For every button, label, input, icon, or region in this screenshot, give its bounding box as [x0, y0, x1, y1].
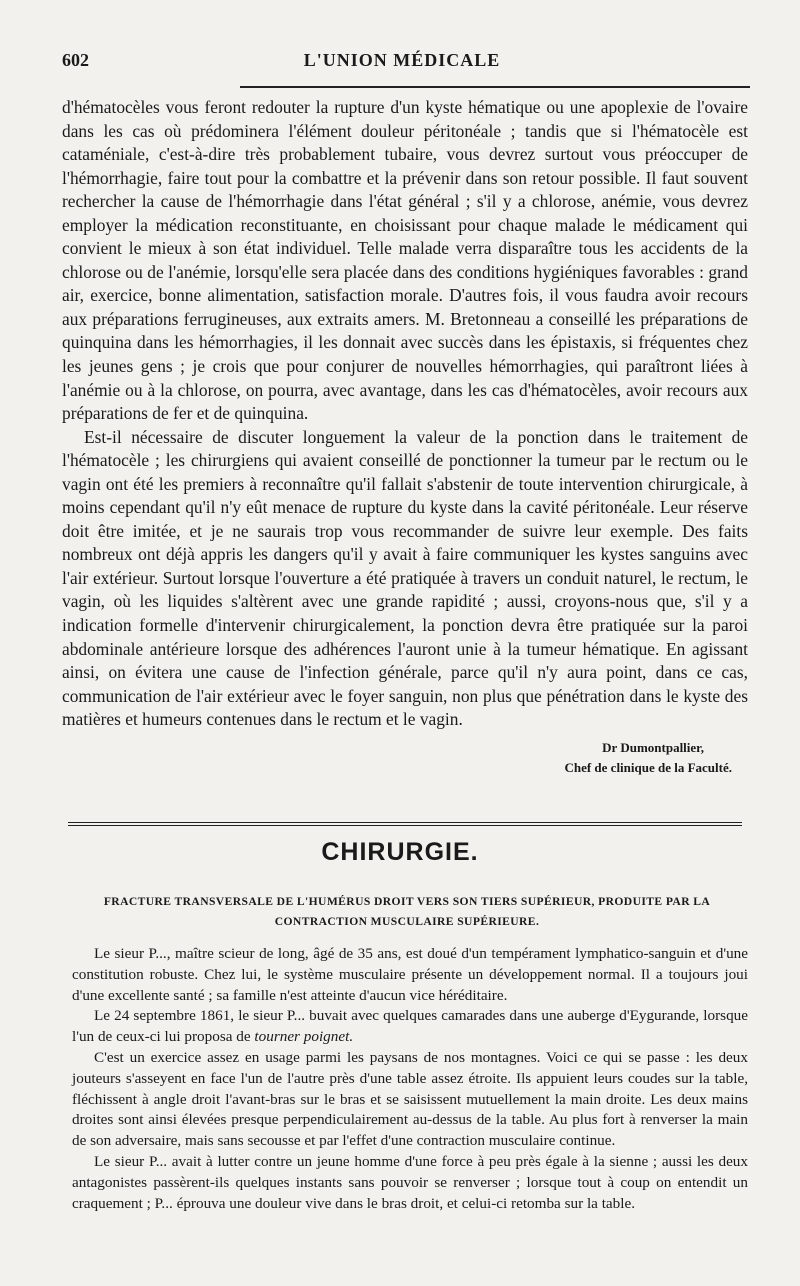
article-paragraph: d'hématocèles vous feront redouter la rupture d'un kyste hématique ou une apoplexie de l'ovaire dans les cas où prédominera l'élément douleur péritonéale ; tandis que si l'hématocèle est cataméniale, c'est-à-dire très probablement tubaire, vous devrez surtout vous préoccuper de l'hémorrhagie, faire tout pour la combattre et la prévenir dans son retour possible. Il faut souvent rechercher la cause de l'hémorrhagie dans l'état général ; s'il y a chlorose, anémie, vous devrez employer la médication reconstituante, en choisissant pour chaque malade le médicament qui convient le mieux à son état individuel. Telle malade verra disparaître tous les accidents de la chlorose ou de l'anémie, lorsqu'elle sera placée dans des conditions hygiéniques favorables : grand air, exercice, bonne alimentation, satisfaction morale. D'autres fois, il vous faudra avoir recours aux préparations ferrugineuses, aux extraits amers. M. Bretonneau a conseillé les préparations de quinquina dans les hémorrhagies, il les donnait avec succès dans les épistaxis, si fréquentes chez les jeunes gens ; je crois que pour conjurer de nouvelles hémorrhagies, qui paraîtront liées à l'anémie ou à la chlorose, on pourra, avec avantage, dans les cas d'hématocèles, avoir recours aux préparations de fer et de quinquina.: [62, 97, 748, 424]
section-title: CHIRURGIE.: [321, 838, 479, 866]
article-paragraph: Est-il nécessaire de discuter longuement la valeur de la ponction dans le traitement de l'hématocèle ; les chirurgiens qui avaient conseillé de ponctionner la tumeur par le rectum ou le vagin ont été les premiers à reconnaître qu'il fallait s'abstenir de toute intervention chirurgicale, à moins cependant qu'il n'y eût menace de rupture du kyste dans la cavité péritonéale. Leur réserve doit être imitée, et je ne saurais trop vous recommander de suivre leur exemple. Des faits nombreux ont déjà appris les dangers qu'il y avait à faire communiquer les kystes sanguins avec l'air extérieur. Surtout lorsque l'ouverture a été pratiquée à travers un conduit naturel, le rectum, le vagin, où les liquides s'altèrent avec une grande rapidité ; aussi, croyons-nous que, s'il y a indication formelle d'intervenir chirurgicalement, la ponction devra être pratiquée sur la paroi abdominale antérieure lorsque des adhérences l'auront unie à la tumeur hématique. En agissant ainsi, on évitera une cause de l'infection générale, parce qu'il n'y aura point, dans ce cas, communication de l'air extérieur avec le foyer sanguin, non plus que pénétration dans le kyste des matières et humeurs contenues dans le rectum et le vagin.: [62, 426, 748, 730]
case-paragraph: C'est un exercice assez en usage parmi les paysans de nos montagnes. Voici ce qui se passe : les deux jouteurs s'asseyent en face l'un de l'autre près d'une table assez étroite. Ils appuient leurs coudes sur la table, fléchissent à angle droit l'avant-bras sur le bras et se saisissent mutuellement la main droite. Les deux mains droites sont ainsi élevées presque perpendiculairement au-dessus de la table. Au plus fort à renverser la main de son adversaire, mais sans secousse et par l'effet d'une contraction musculaire continue.: [72, 1048, 748, 1150]
case-paragraph: Le sieur P... avait à lutter contre un jeune homme d'une force à peu près égale à la sienne ; aussi les deux antagonistes passèrent-ils quelques instants sans pouvoir se renverser ; lorsque tout à coup on entendit un craquement ; P... éprouva une douleur vive dans le bras droit, et celui-ci retomba sur la table.: [72, 1152, 748, 1212]
running-head: [62, 50, 742, 71]
case-date-text: Le 24 septembre 1861, le sieur P... buvait avec quelques camarades dans une auberge d'Eygurande, lorsque l'un de ceux-ci lui proposa de: [72, 1007, 748, 1046]
header-rule: [240, 86, 750, 88]
case-body: [72, 944, 748, 1214]
signature-name: Dr Dumontpallier,: [602, 739, 704, 755]
case-paragraph: Le sieur P..., maître scieur de long, âgé de 35 ans, est doué d'un tempérament lymphatico-sanguin et d'une constitution robuste. Chez lui, le système musculaire présente un développement normal. Il a toujours joui d'une excellente santé ; sa famille n'est atteinte d'aucun vice héréditaire.: [72, 945, 748, 1004]
journal-title: L'UNION MÉDICALE: [303, 50, 501, 70]
case-title: FRACTURE TRANSVERSALE DE L'HUMÉRUS DROIT VERS SON TIERS SUPÉRIEUR, PRODUITE PAR LA CONTRACTION MUSCULAIRE SUPÉRIEURE.: [103, 895, 711, 928]
section-divider: [68, 822, 742, 826]
page-number: 602: [62, 50, 89, 70]
case-italic-phrase: tourner poignet.: [254, 1028, 354, 1046]
article-body: [62, 96, 748, 778]
signature-title: Chef de clinique de la Faculté.: [564, 759, 732, 775]
signature: [62, 738, 748, 778]
case-paragraph-date: [72, 1006, 748, 1048]
